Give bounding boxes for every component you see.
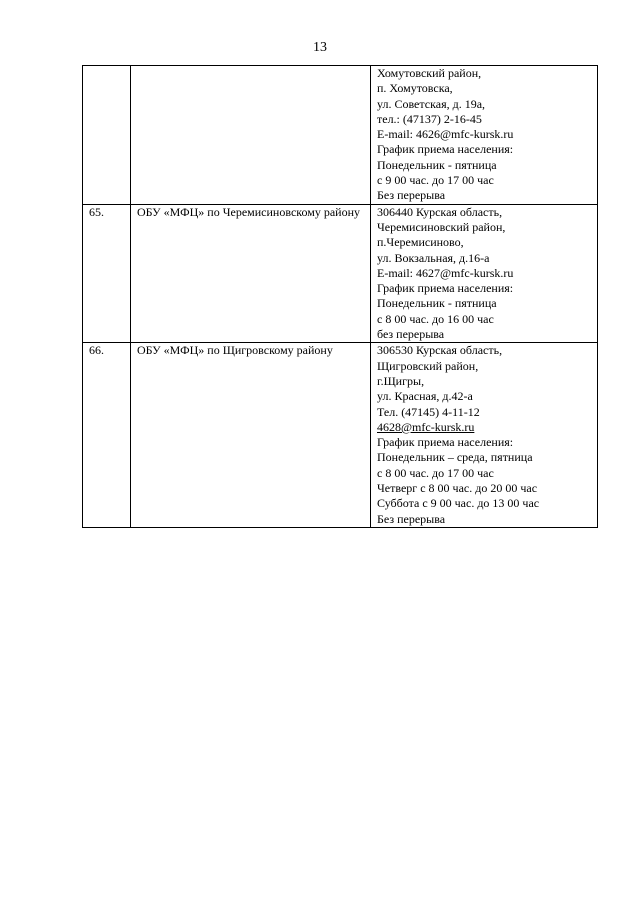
page-number: 13 <box>313 40 327 55</box>
email-line: E-mail: 4627@mfc-kursk.ru <box>377 265 514 280</box>
address-line: ул. Красная, д.42-а <box>377 389 473 404</box>
row-number-cell <box>83 66 131 205</box>
schedule-heading: График приема населения: <box>377 435 514 450</box>
address-line: п.Черемисиново, <box>377 235 464 250</box>
schedule-line: Четверг с 8 00 час. до 20 00 час <box>377 481 538 496</box>
table-row <box>83 66 598 205</box>
office-name-cell: ОБУ «МФЦ» по Щигровскому району <box>131 343 371 528</box>
schedule-line: Понедельник – среда, пятница <box>377 450 533 465</box>
row-number-cell: 65. <box>83 204 131 343</box>
schedule-heading: График приема населения: <box>377 142 514 157</box>
row-number-cell: 66. <box>83 343 131 528</box>
address-line: ул. Вокзальная, д.16-а <box>377 250 490 265</box>
address-line: 306440 Курская область, <box>377 204 503 219</box>
schedule-line: без перерыва <box>377 327 445 342</box>
email-line: E-mail: 4626@mfc-kursk.ru <box>377 127 514 142</box>
phone-line: тел.: (47137) 2-16-45 <box>377 111 482 126</box>
address-line: 306530 Курская область, <box>377 343 503 358</box>
address-line: п. Хомутовска, <box>377 81 453 96</box>
schedule-line: с 8 00 час. до 17 00 час <box>377 465 494 480</box>
address-line: Черемисиновский район, <box>377 219 506 234</box>
address-line: Хомутовский район, <box>377 66 482 80</box>
schedule-line: Суббота с 9 00 час. до 13 00 час <box>377 496 540 511</box>
schedule-heading: График приема населения: <box>377 281 514 296</box>
table-row <box>83 204 598 343</box>
phone-line: Тел. (47145) 4-11-12 <box>377 404 480 419</box>
table-row <box>83 343 598 528</box>
schedule-line: Понедельник - пятница <box>377 157 497 172</box>
mfc-offices-table <box>82 65 598 528</box>
schedule-line: Без перерыва <box>377 511 446 526</box>
office-info-cell <box>371 66 598 205</box>
schedule-line: с 9 00 час. до 17 00 час <box>377 173 494 188</box>
schedule-line: Понедельник - пятница <box>377 296 497 311</box>
address-line: г.Щигры, <box>377 373 425 388</box>
email-link[interactable]: 4628@mfc-kursk.ru <box>377 419 475 434</box>
address-line: ул. Советская, д. 19а, <box>377 96 486 111</box>
address-line: Щигровский район, <box>377 358 479 373</box>
office-name-cell <box>131 66 371 205</box>
office-info-cell <box>371 204 598 343</box>
office-name-cell: ОБУ «МФЦ» по Черемисиновскому району <box>131 204 371 343</box>
schedule-line: с 8 00 час. до 16 00 час <box>377 311 494 326</box>
schedule-line: Без перерыва <box>377 188 446 203</box>
office-info-cell <box>371 343 598 528</box>
